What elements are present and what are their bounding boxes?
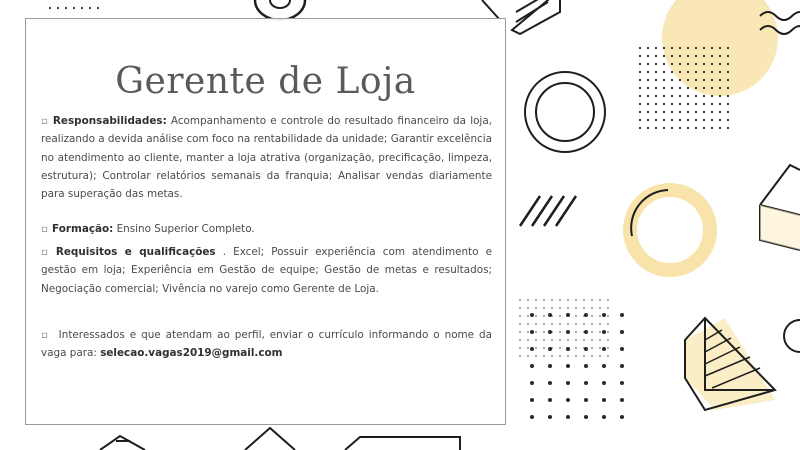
requisitos-text: . Excel; Possuir experiência com atendimento e gestão em loja; Experiência em Gestão de equipe; Gestão de metas e resultados; Negociação comercial; Vivência no varejo como Gerente de Loja.	[41, 246, 492, 295]
requisitos-paragraph	[41, 243, 492, 298]
formacao-text: Ensino Superior Completo.	[113, 223, 255, 235]
interessados-text: Interessados e que atendam ao perfil, enviar o currículo informando o nome da vaga para:	[41, 329, 492, 360]
email-link[interactable]: selecao.vagas2019@gmail.com	[100, 347, 283, 360]
requisitos-label: Requisitos e qualificações	[55, 246, 216, 258]
dot-grid-top-left	[49, 7, 99, 9]
yellow-ring-shape	[630, 190, 710, 270]
page-title: Gerente de Loja	[115, 61, 416, 102]
triangle-prism-icon	[685, 318, 775, 410]
half-circle-icon	[255, 0, 305, 20]
bullet-icon: ▫	[41, 223, 49, 235]
formacao-label: Formação:	[52, 223, 114, 235]
interessados-paragraph	[41, 326, 492, 363]
job-card	[25, 18, 506, 425]
bullet-icon: ▫	[41, 329, 50, 341]
ring-icon	[525, 72, 605, 152]
responsabilidades-text: Acompanhamento e controle do resultado financeiro da loja, realizando a devida análise com foco na rentabilidade da unidade; Garantir excelência no atendimento ao cliente, manter a loja atrativa (organização, precificação, limpeza, estrutura); Controlar relatórios semanais da franquia; Analisar vendas diariamente para superação das metas.	[41, 115, 492, 201]
hatch-lines-icon	[520, 196, 576, 226]
dot-grid-bottom-right	[530, 313, 624, 419]
responsabilidades-label: Responsabilidades:	[52, 115, 167, 127]
responsabilidades-paragraph	[41, 112, 492, 203]
arc-icon	[784, 320, 800, 352]
formacao-paragraph	[41, 220, 492, 238]
bullet-icon: ▫	[41, 115, 49, 127]
bullet-icon: ▫	[41, 246, 52, 258]
bottom-shapes	[100, 428, 460, 450]
